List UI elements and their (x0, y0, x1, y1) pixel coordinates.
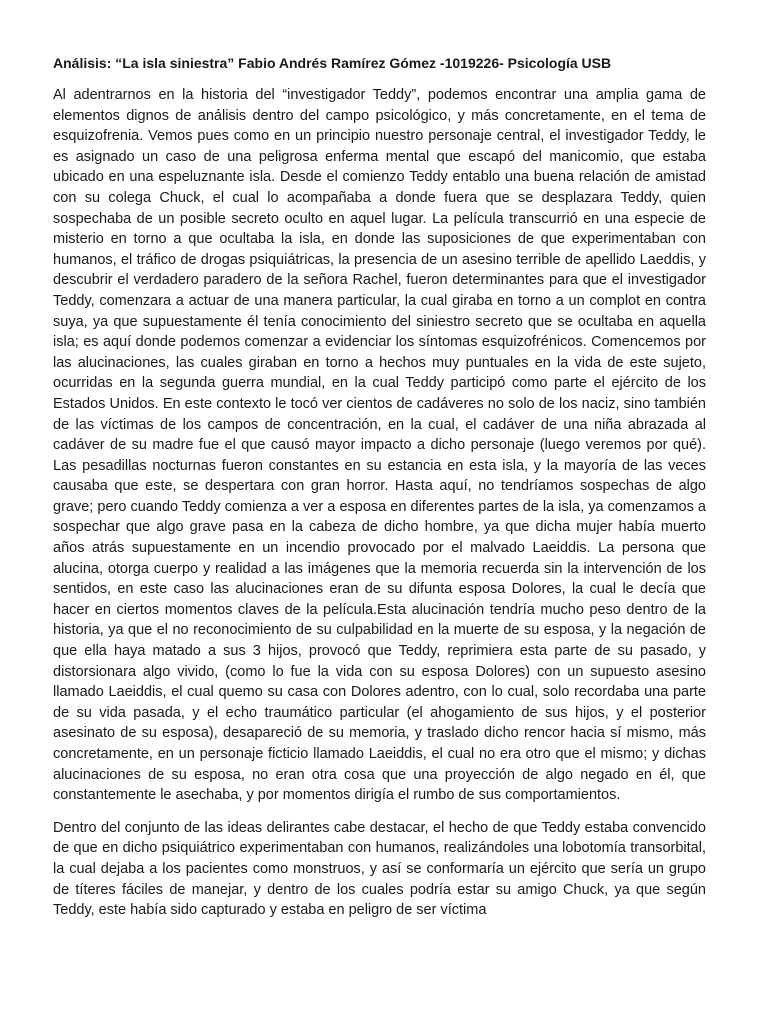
paragraph-1: Al adentrarnos en la historia del “investigador Teddy”, podemos encontrar una amplia gama de elementos dignos de análisis dentro del campo psicológico, y más concretamente, en el tema de esquizofrenia. Vemos pues como en un principio nuestro personaje central, el investigador Teddy, le es asignado un caso de una peligrosa enferma mental que escapó del manicomio, que estaba ubicado en una espeluznante isla. Desde el comienzo Teddy entablo una buena relación de amistad con su colega Chuck, el cual lo acompañaba a donde fuera que se desplazara Teddy, quien sospechaba de un posible secreto oculto en aquel lugar. La película transcurrió en una especie de misterio en torno a que ocultaba la isla, en donde las suposiciones de que experimentaban con humanos, el tráfico de drogas psiquiátricas, la presencia de un asesino terrible de apellido Laeddis, y descubrir el verdadero paradero de la señora Rachel, fueron determinantes para que el investigador Teddy, comenzara a actuar de una manera particular, la cual giraba en torno a un complot en contra suya, ya que supuestamente él tenía conocimiento del siniestro secreto que se ocultaba en aquella isla; es aquí donde podemos comenzar a evidenciar los síntomas esquizofrénicos. Comencemos por las alucinaciones, las cuales giraban en torno a hechos muy puntuales en la vida de este sujeto, ocurridas en la segunda guerra mundial, en la cual Teddy participó como parte el ejército de los Estados Unidos. En este contexto le tocó ver cientos de cadáveres no solo de los naciz, sino también de las víctimas de los campos de concentración, en la cual, el cadáver de una niña abrazada al cadáver de su madre fue el que causó mayor impacto a dicho personaje (luego veremos por qué). Las pesadillas nocturnas fueron constantes en su estancia en esta isla, y la mayoría de las veces causaba que este, se despertara con gran horror. Hasta aquí, no tendríamos sospechas de algo grave; pero cuando Teddy comienza a ver a esposa en diferentes partes de la isla, ya comenzamos a sospechar que algo grave pasa en la cabeza de dicho hombre, ya que dicha mujer había muerto años atrás supuestamente en un incendio provocado por el malvado Laeiddis. La persona que alucina, otorga cuerpo y realidad a las imágenes que la memoria recuerda sin la intervención de los sentidos, en este caso las alucinaciones eran de su difunta esposa Dolores, la cual le decía que hacer en ciertos momentos claves de la película.Esta alucinación tendría mucho peso dentro de la historia, ya que el no reconocimiento de su culpabilidad en la muerte de su esposa, y la negación de que ella haya matado a sus 3 hijos, provocó que Teddy, reprimiera esta parte de su pasado, y distorsionara algo vivido, (como lo fue la vida con su esposa Dolores) con un supuesto asesino llamado Laeiddis, el cual quemo su casa con Dolores adentro, con lo cual, solo recordaba una parte de su vida pasada, y el echo traumático particular (el ahogamiento de sus hijos, y el posterior asesinato de su esposa), desapareció de su memoria, y traslado dicho rencor hacia sí mismo, más concretamente, en un personaje ficticio llamado Laeiddis, el cual no era otro que el mismo; y dichas alucinaciones de su esposa, no eran otra cosa que una proyección de algo negado en él, que constantemente le asechaba, y por momentos dirigía el rumbo de sus comportamientos. (53, 87, 706, 804)
document-body (53, 53, 706, 933)
paragraph-2: Dentro del conjunto de las ideas delirantes cabe destacar, el hecho de que Teddy estaba convencido de que en dicho psiquiátrico experimentaban con humanos, realizándoles una lobotomía transorbital, la cual dejaba a los pacientes como monstruos, y así se conformaría un ejército que sería un grupo de títeres fáciles de manejar, y dentro de los cuales podría estar su amigo Chuck, ya que según Teddy, este había sido capturado y estaba en peligro de ser víctima (53, 819, 706, 919)
document-title: Análisis: “La isla siniestra” Fabio Andrés Ramírez Gómez -1019226- Psicología USB (53, 55, 612, 71)
